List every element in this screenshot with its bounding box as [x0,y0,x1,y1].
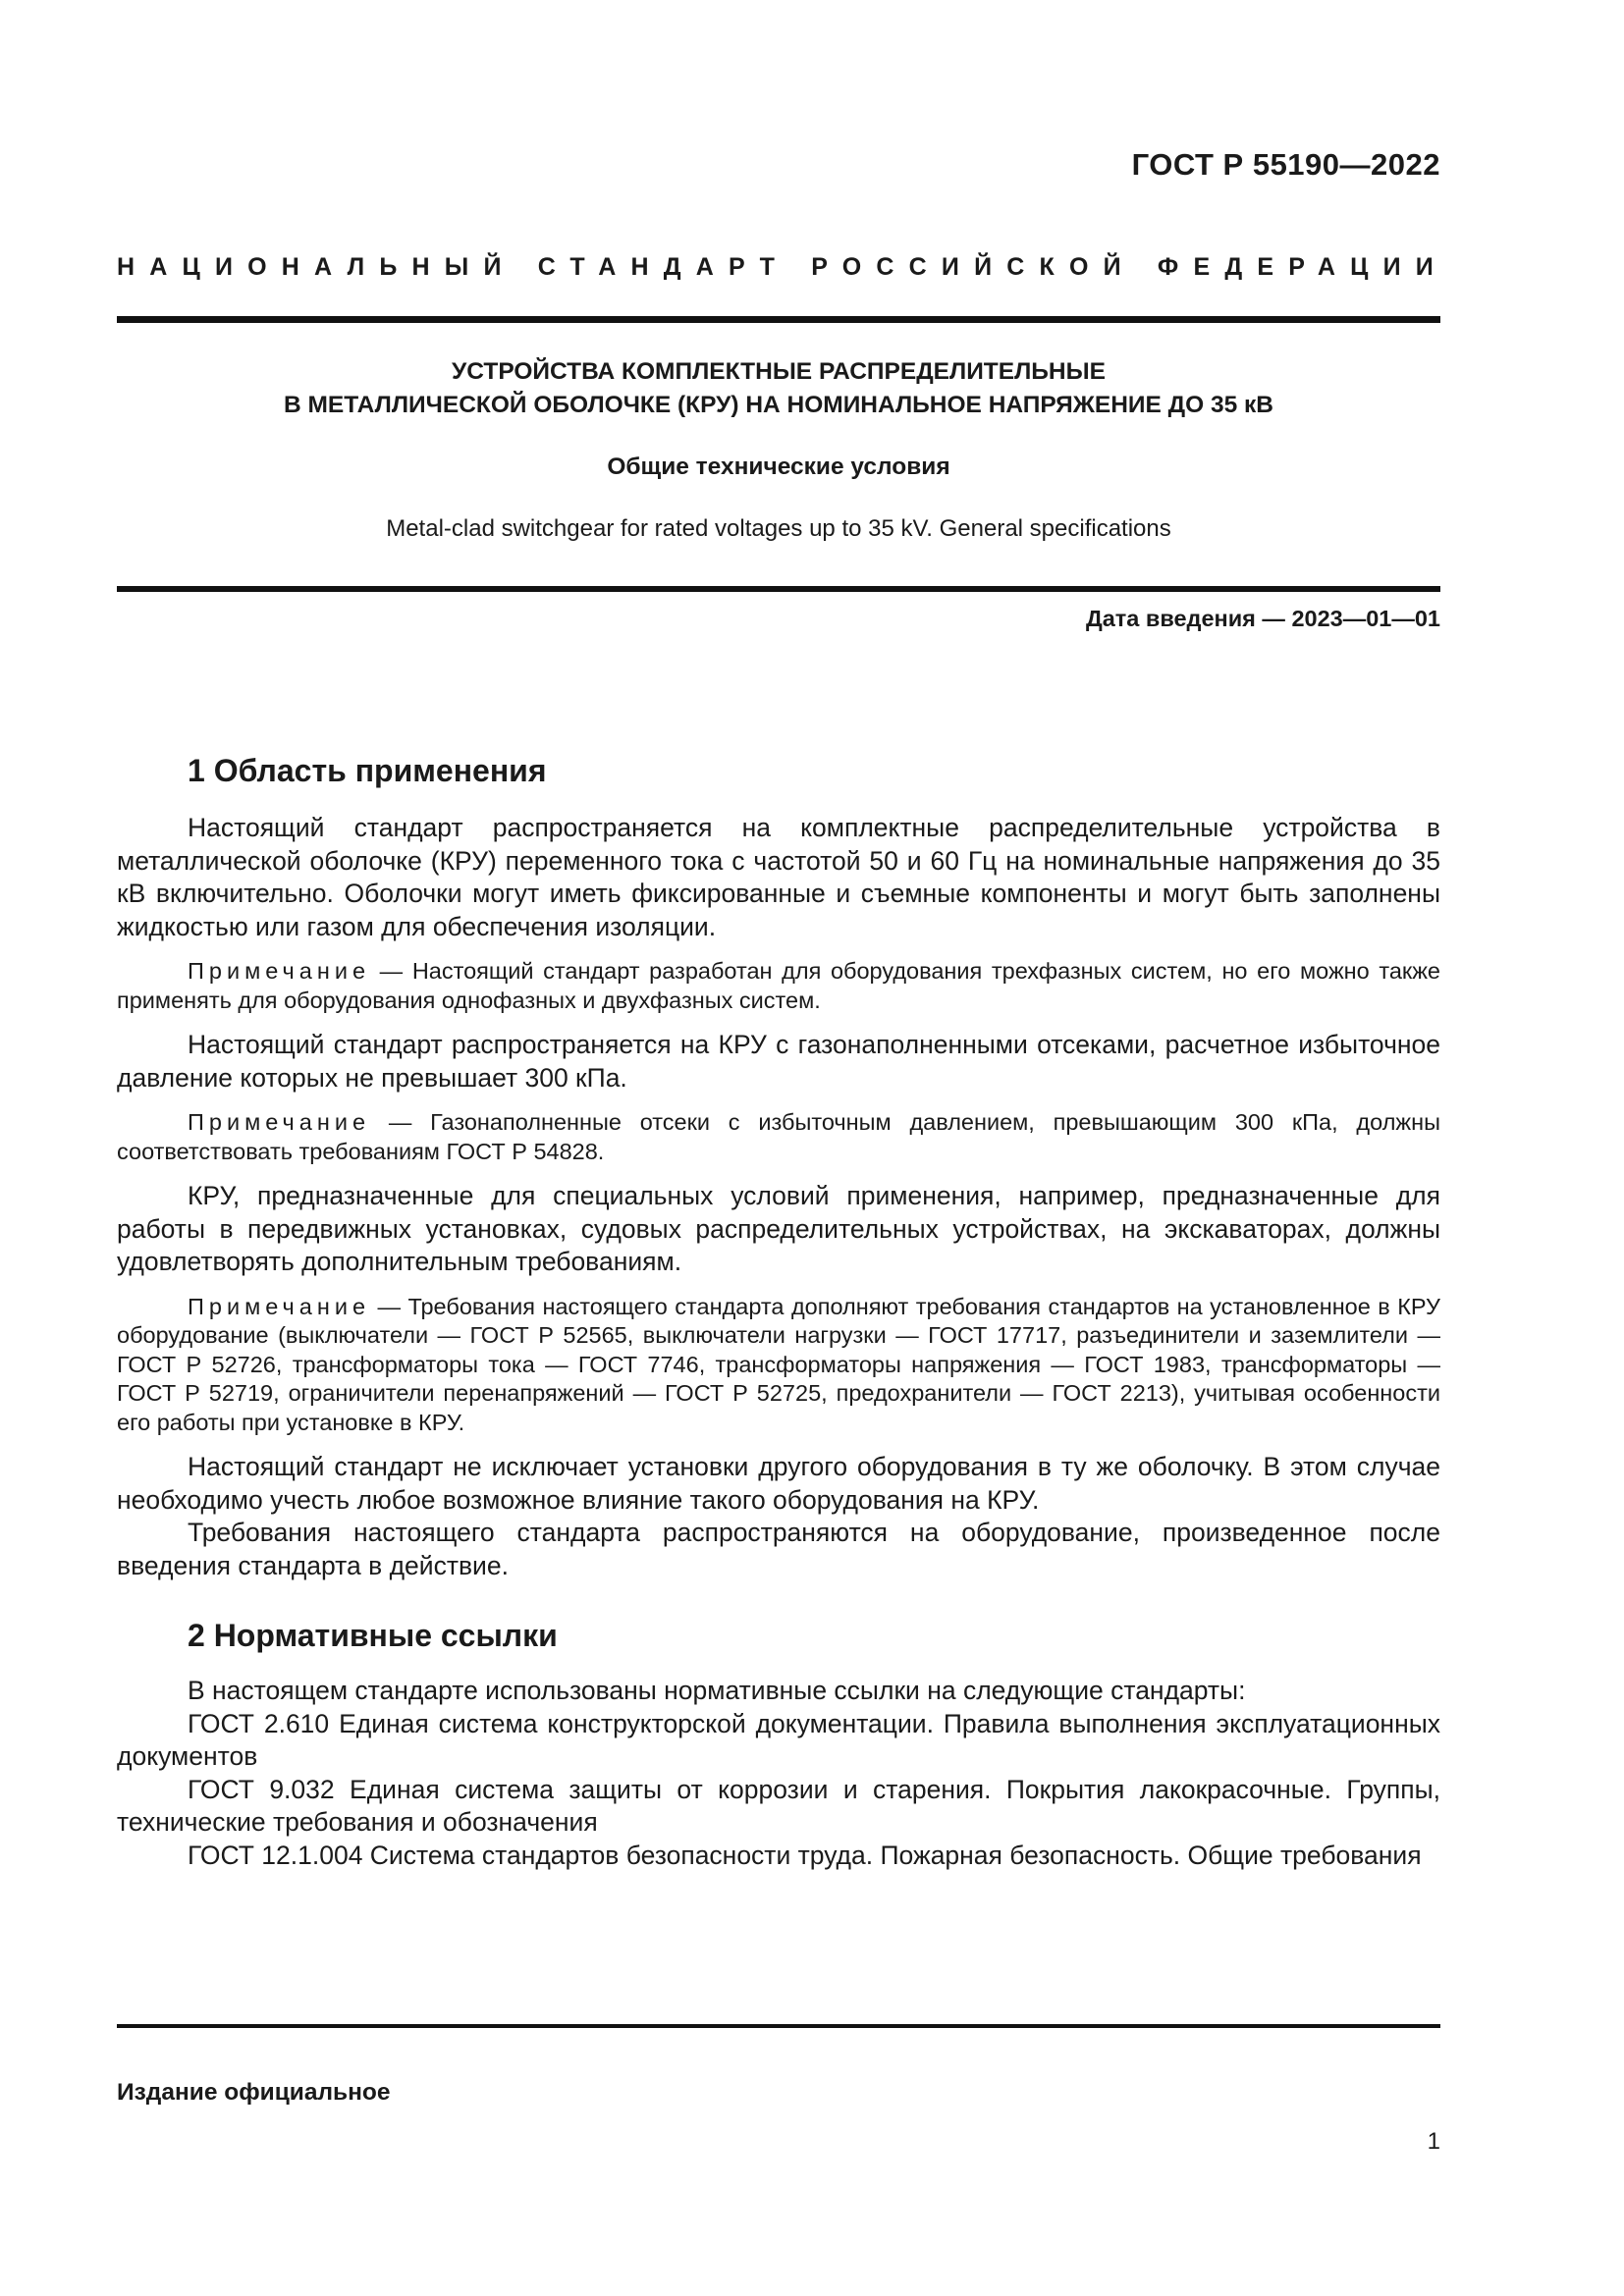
section-1-heading: 1 Область применения [188,753,547,788]
footer-divider [117,2024,1440,2028]
note-label: Примечание [188,1293,371,1319]
section-1-paragraph: Настоящий стандарт распространяется на КРУ с газонаполненными отсеками, расчетное избыточное давление которых не превышает 300 кПа. [117,1030,1440,1093]
document-body [117,751,1440,1872]
note-label: Примечание [188,958,371,984]
normative-reference: ГОСТ 12.1.004 Система стандартов безопасности труда. Пожарная безопасность. Общие требования [188,1840,1422,1870]
introduction-date: Дата введения — 2023—01—01 [1085,606,1440,631]
section-1-paragraph: Требования настоящего стандарта распространяются на оборудование, произведенное после введения стандарта в действие. [117,1518,1440,1580]
note-label: Примечание [188,1109,371,1135]
section-2-paragraph: В настоящем стандарте использованы нормативные ссылки на следующие стандарты: [188,1676,1246,1705]
note [117,1108,1440,1166]
normative-reference: ГОСТ 2.610 Единая система конструкторской документации. Правила выполнения эксплуатационных документов [117,1708,1440,1771]
note [117,957,1440,1015]
document-title [117,355,1440,422]
note-text: — Газонаполненные отсеки с избыточным давлением, превышающим 300 кПа, должны соответствовать требованиям ГОСТ Р 54828. [117,1109,1440,1164]
section-2-heading: 2 Нормативные ссылки [188,1618,558,1653]
page-number: 1 [1427,2128,1440,2155]
header-divider [117,316,1440,323]
section-1-paragraph: Настоящий стандарт распространяется на комплектные распределительные устройства в металлической оболочке (КРУ) переменного тока с частотой 50 и 60 Гц на номинальные напряжения до 35 кВ включительно. Оболочки могут иметь фиксированные и съемные компоненты и могут быть заполнены жидкостью или газом для обеспечения изоляции. [117,813,1440,941]
normative-reference: ГОСТ 9.032 Единая система защиты от коррозии и старения. Покрытия лакокрасочные. Группы, технические требования и обозначения [117,1774,1440,1837]
official-edition-label: Издание официальное [117,2079,391,2106]
note-text: — Настоящий стандарт разработан для оборудования трехфазных систем, но его можно также применять для оборудования однофазных и двухфазных систем. [117,958,1440,1013]
english-title: Metal-clad switchgear for rated voltages up to 35 kV. General specifications [386,515,1171,542]
section-1-paragraph: Настоящий стандарт не исключает установки другого оборудования в ту же оболочку. В этом случае необходимо учесть любое возможное влияние такого оборудования на КРУ. [117,1452,1440,1515]
section-1-paragraph: КРУ, предназначенные для специальных условий применения, например, предназначенные для работы в передвижных установках, судовых распределительных устройствах, на экскаваторах, должны удовлетворять дополнительным требованиям. [117,1181,1440,1276]
document-subtitle: Общие технические условия [607,454,950,480]
note [117,1293,1440,1438]
document-code: ГОСТ Р 55190—2022 [1131,147,1440,182]
national-standard-banner: НАЦИОНАЛЬНЫЙ СТАНДАРТ РОССИЙСКОЙ ФЕДЕРАЦИИ [117,253,1448,281]
title-divider [117,586,1440,592]
title-line-2: В МЕТАЛЛИЧЕСКОЙ ОБОЛОЧКЕ (КРУ) НА НОМИНАЛЬНОЕ НАПРЯЖЕНИЕ ДО 35 кВ [284,392,1273,418]
note-text: — Требования настоящего стандарта дополняют требования стандартов на установленное в КРУ оборудование (выключатели — ГОСТ Р 52565, выключатели нагрузки — ГОСТ 17717, разъединители и заземлители — ГОСТ Р 52726, трансформаторы тока — ГОСТ 7746, трансформаторы напряжения — ГОСТ 1983, трансформаторы — ГОСТ Р 52719, ограничители перенапряжений — ГОСТ Р 52725, предохранители — ГОСТ 2213), учитывая особенности его работы при установке в КРУ. [117,1293,1440,1435]
title-line-1: УСТРОЙСТВА КОМПЛЕКТНЫЕ РАСПРЕДЕЛИТЕЛЬНЫЕ [452,358,1106,385]
